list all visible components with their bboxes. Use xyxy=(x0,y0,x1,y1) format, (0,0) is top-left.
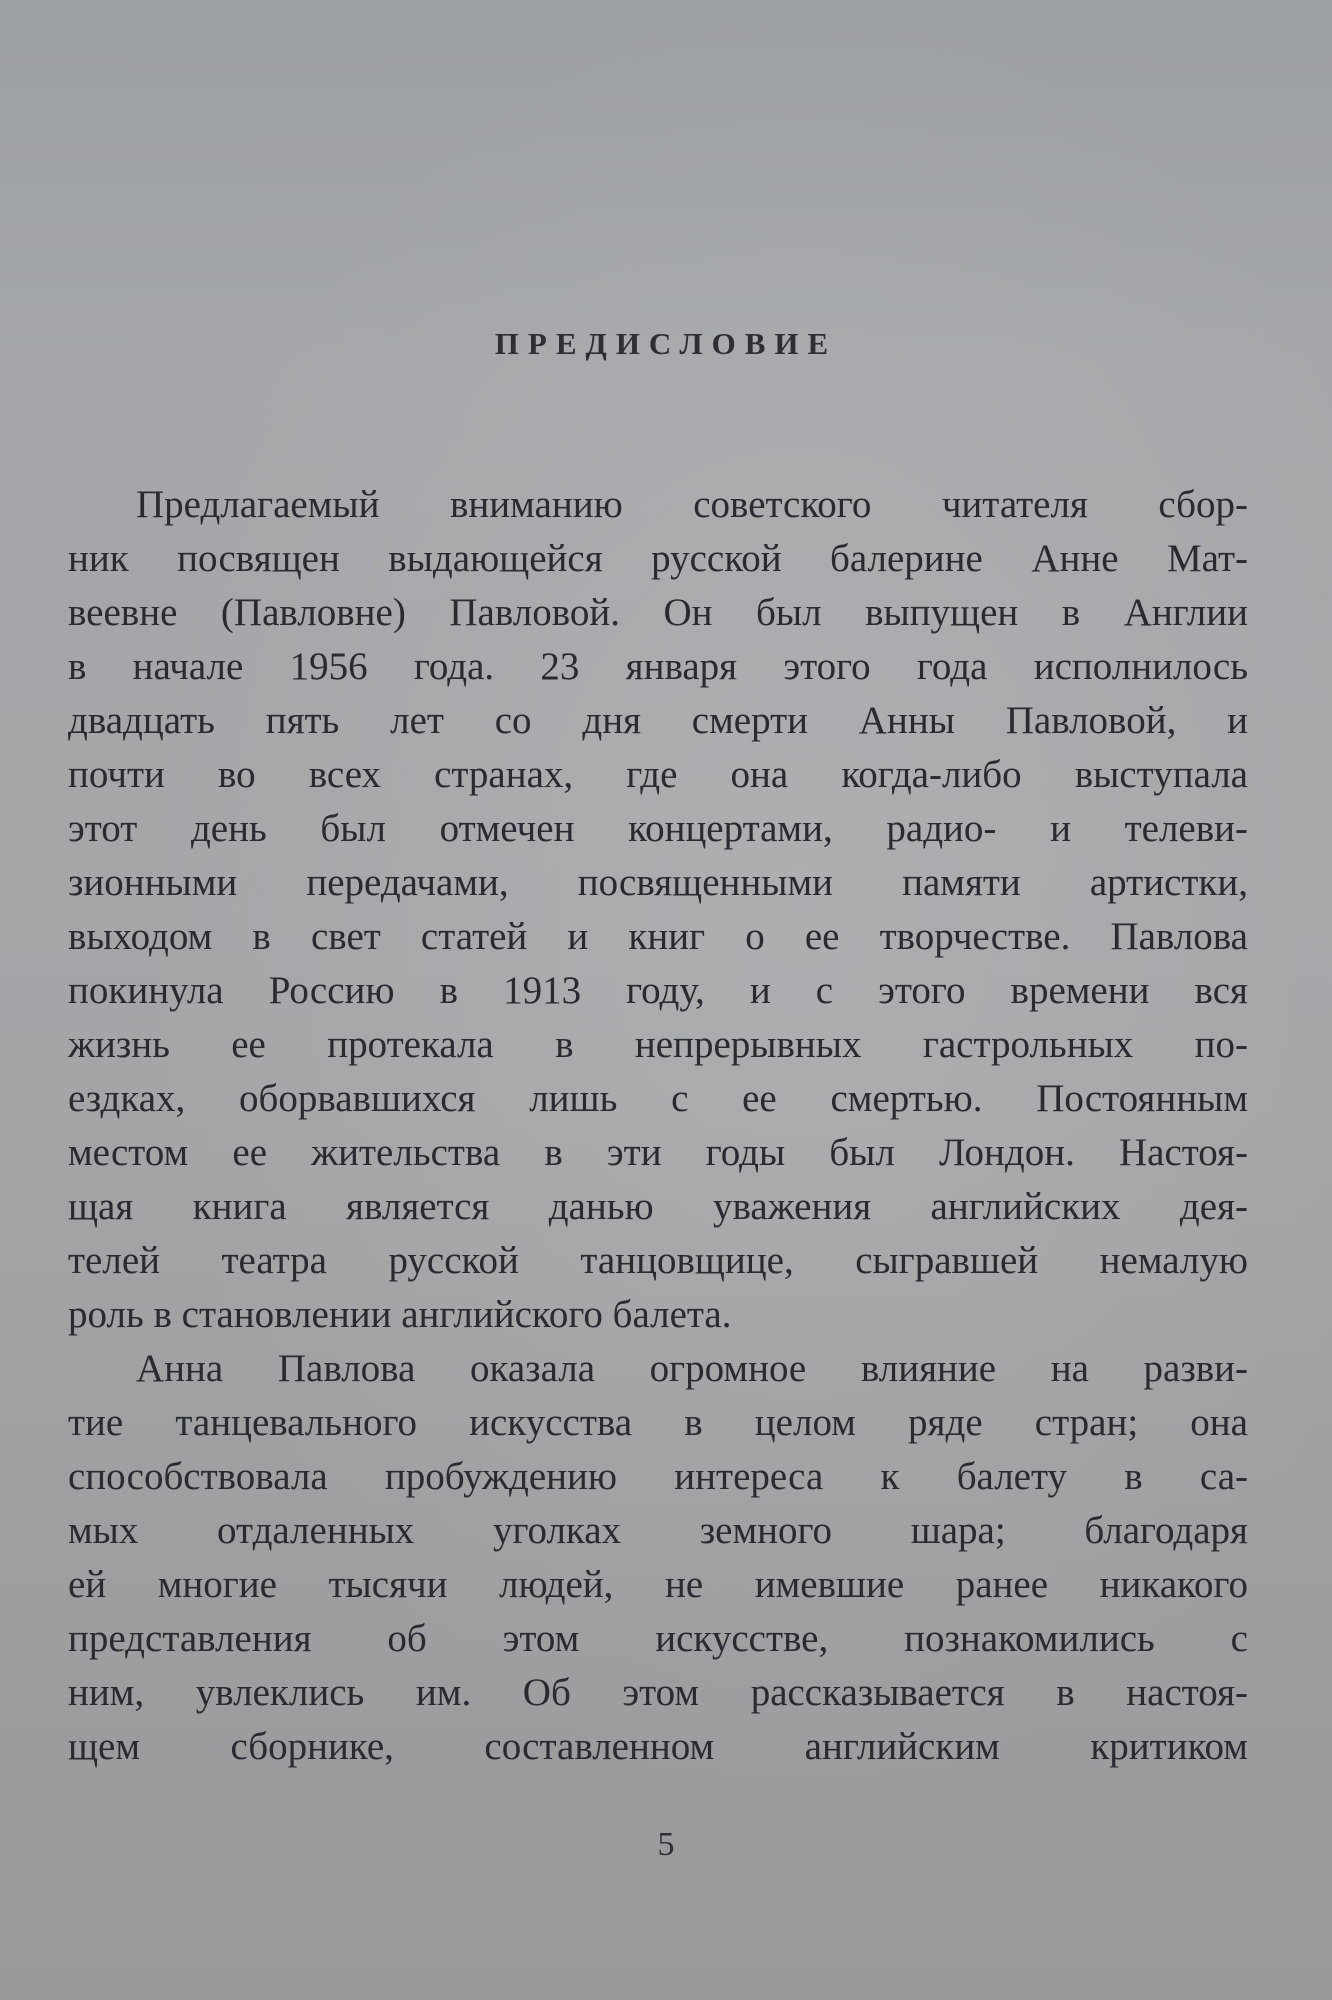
text-line: местом ее жительства в эти годы был Лондон. Настоя- xyxy=(68,1131,1248,1174)
text-line: веевне (Павловне) Павловой. Он был выпущен в Англии xyxy=(68,591,1248,634)
text-line: роль в становлении английского балета. xyxy=(68,1293,732,1336)
text-line: Анна Павлова оказала огромное влияние на разви- xyxy=(136,1347,1248,1390)
text-line: Предлагаемый вниманию советского читателя сбор- xyxy=(136,483,1248,526)
text-line: ним, увлеклись им. Об этом рассказывается в настоя- xyxy=(68,1671,1248,1714)
text-line: жизнь ее протекала в непрерывных гастрольных по- xyxy=(68,1023,1248,1066)
text-line: ей многие тысячи людей, не имевшие ранее никакого xyxy=(68,1563,1248,1606)
text-line: щем сборнике, составленном английским критиком xyxy=(68,1725,1248,1768)
text-line: тие танцевального искусства в целом ряде стран; она xyxy=(68,1401,1248,1444)
text-line: этот день был отмечен концертами, радио- и телеви- xyxy=(68,807,1248,850)
text-line: выходом в свет статей и книг о ее творчестве. Павлова xyxy=(68,915,1248,958)
text-line: способствовала пробуждению интереса к балету в са- xyxy=(68,1455,1248,1498)
text-line: представления об этом искусстве, познакомились с xyxy=(68,1617,1248,1660)
text-line: почти во всех странах, где она когда-либо выступала xyxy=(68,753,1248,796)
text-line: зионными передачами, посвященными памяти артистки, xyxy=(68,861,1248,904)
text-line: двадцать пять лет со дня смерти Анны Павловой, и xyxy=(68,699,1248,742)
text-line: телей театра русской танцовщице, сыгравшей немалую xyxy=(68,1239,1248,1282)
text-line: мых отдаленных уголках земного шара; благодаря xyxy=(68,1509,1248,1552)
body-text xyxy=(68,478,1248,1774)
text-line: в начале 1956 года. 23 января этого года исполнилось xyxy=(68,645,1248,688)
chapter-heading: ПРЕДИСЛОВИЕ xyxy=(494,326,838,361)
text-line: ник посвящен выдающейся русской балерине Анне Мат- xyxy=(68,537,1248,580)
paragraph-1 xyxy=(68,478,1248,1342)
text-line: покинула Россию в 1913 году, и с этого времени вся xyxy=(68,969,1248,1012)
text-line: ездках, оборвавшихся лишь с ее смертью. Постоянным xyxy=(68,1077,1248,1120)
text-line: щая книга является данью уважения английских дея- xyxy=(68,1185,1248,1228)
paragraph-2 xyxy=(68,1342,1248,1774)
page-number: 5 xyxy=(657,1826,675,1863)
